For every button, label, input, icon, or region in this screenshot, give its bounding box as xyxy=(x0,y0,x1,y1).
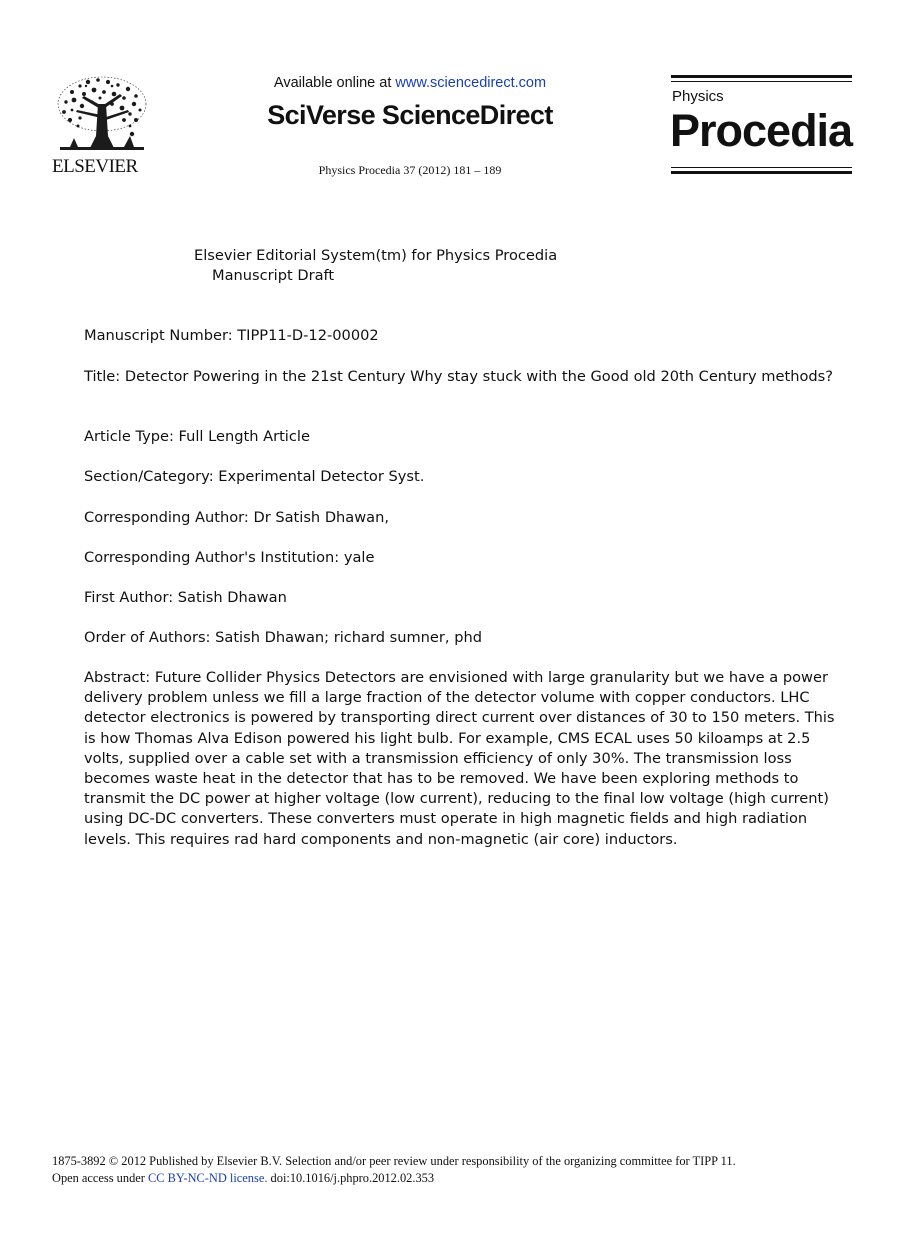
abstract-line: transmit the DC power at higher voltage (low current), reducing to the final low voltage (high current) xyxy=(84,790,829,808)
brand-rule-bottom-thin xyxy=(671,167,852,168)
article-type: Article Type: Full Length Article xyxy=(84,428,310,445)
abstract-line: detector electronics is powered by transporting direct current over distances of 30 to 150 meters. This xyxy=(84,709,835,727)
open-access-prefix: Open access under xyxy=(52,1170,145,1185)
journal-reference: Physics Procedia 37 (2012) 181 – 189 xyxy=(318,163,502,177)
license-link[interactable]: CC BY-NC-ND license. xyxy=(148,1170,268,1185)
brand-rule-bottom xyxy=(671,171,852,174)
abstract-line: levels. This requires rad hard components and non-magnetic (air core) inductors. xyxy=(84,830,678,848)
brand-physics: Physics xyxy=(672,88,724,105)
sciencedirect-link[interactable]: www.sciencedirect.com xyxy=(395,75,547,91)
abstract-line: volts, supplied over a cable set with a transmission efficiency of only 30%. The transmission loss xyxy=(84,749,792,767)
editorial-system-line: Elsevier Editorial System(tm) for Physics Procedia xyxy=(194,247,558,264)
first-author: First Author: Satish Dhawan xyxy=(84,589,287,606)
abstract-line: Abstract: Future Collider Physics Detectors are envisioned with large granularity but we have a power xyxy=(84,669,828,686)
copyright-line: 1875-3892 © 2012 Published by Elsevier B.V. Selection and/or peer review under responsibility of the organizing committee for TIPP 11. xyxy=(52,1154,736,1168)
abstract xyxy=(84,668,836,850)
open-access-line xyxy=(52,1170,736,1187)
manuscript-title: Title: Detector Powering in the 21st Century Why stay stuck with the Good old 20th Century methods? xyxy=(84,368,834,385)
corresponding-author: Corresponding Author: Dr Satish Dhawan, xyxy=(84,509,390,526)
journal-brand xyxy=(671,75,852,176)
doi: doi:10.1016/j.phpro.2012.02.353 xyxy=(270,1170,435,1185)
institution: Corresponding Author's Institution: yale xyxy=(84,549,375,566)
elsevier-logo xyxy=(52,74,158,178)
brand-rule-top-thin xyxy=(671,81,852,82)
available-prefix: Available online at xyxy=(273,75,392,91)
abstract-line: delivery problem unless we fill a large fraction of the detector volume with copper conductors. LHC xyxy=(84,689,810,707)
tree-icon xyxy=(52,74,152,156)
section-category: Section/Category: Experimental Detector Syst. xyxy=(84,468,425,485)
abstract-line: using DC-DC converters. These converters must operate in high magnetic fields and high radiation xyxy=(84,810,808,828)
brand-procedia: Procedia xyxy=(670,105,853,156)
platform-name: SciVerse ScienceDirect xyxy=(267,100,553,130)
elsevier-wordmark: ELSEVIER xyxy=(52,156,138,177)
order-of-authors: Order of Authors: Satish Dhawan; richard sumner, phd xyxy=(84,629,482,646)
footer xyxy=(52,1153,736,1186)
abstract-line: becomes waste heat in the detector that has to be removed. We have been exploring methods to xyxy=(84,770,799,788)
manuscript-draft-line: Manuscript Draft xyxy=(212,267,335,284)
brand-rule-top xyxy=(671,75,852,78)
abstract-line: is how Thomas Alva Edison powered his light bulb. For example, CMS ECAL uses 50 kiloamps at 2.5 xyxy=(84,729,811,747)
manuscript-number: Manuscript Number: TIPP11-D-12-00002 xyxy=(84,327,379,344)
editorial-header xyxy=(194,246,557,286)
available-online xyxy=(230,75,590,91)
